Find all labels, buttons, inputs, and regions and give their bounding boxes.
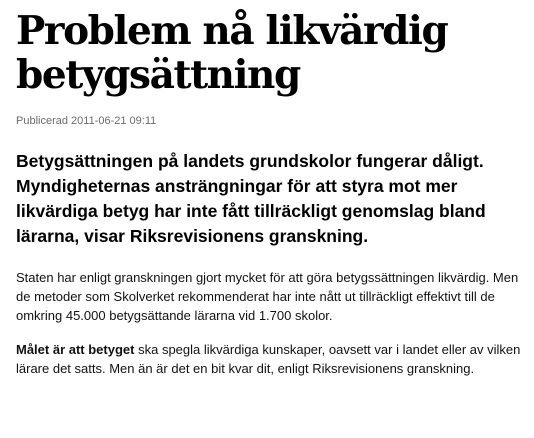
paragraph-text: ska spegla likvärdiga kunskaper, oavsett var i landet eller av vilken lärare det satts. Men än är det en bit kvar dit, enligt Riksrevisionens granskning. — [16, 342, 521, 376]
body-paragraph — [16, 268, 526, 325]
article — [16, 0, 526, 391]
headline: Problem nå likvärdig betygsättning — [16, 8, 448, 98]
publish-date: Publicerad 2011-06-21 09:11 — [16, 115, 157, 127]
lead-paragraph: Betygsättningen på landets grundskolor fungerar dåligt. Myndigheternas ansträngningar för att styra mot mer likvärdiga betyg har inte fått tillräckligt genomslag bland lärarna, visar Riksrevisionens granskning. — [16, 151, 486, 246]
body-paragraph — [16, 340, 526, 378]
paragraph-lead-in: Målet är att betyget — [16, 342, 135, 357]
paragraph-text: Staten har enligt granskningen gjort mycket för att göra betygssättningen likvärdig. Men de metoder som Skolverket rekommenderat har inte nått ut tillräckligt effektivt till de omkring 45.000 betygsättande lärarna vid 1.700 skolor. — [16, 270, 519, 323]
